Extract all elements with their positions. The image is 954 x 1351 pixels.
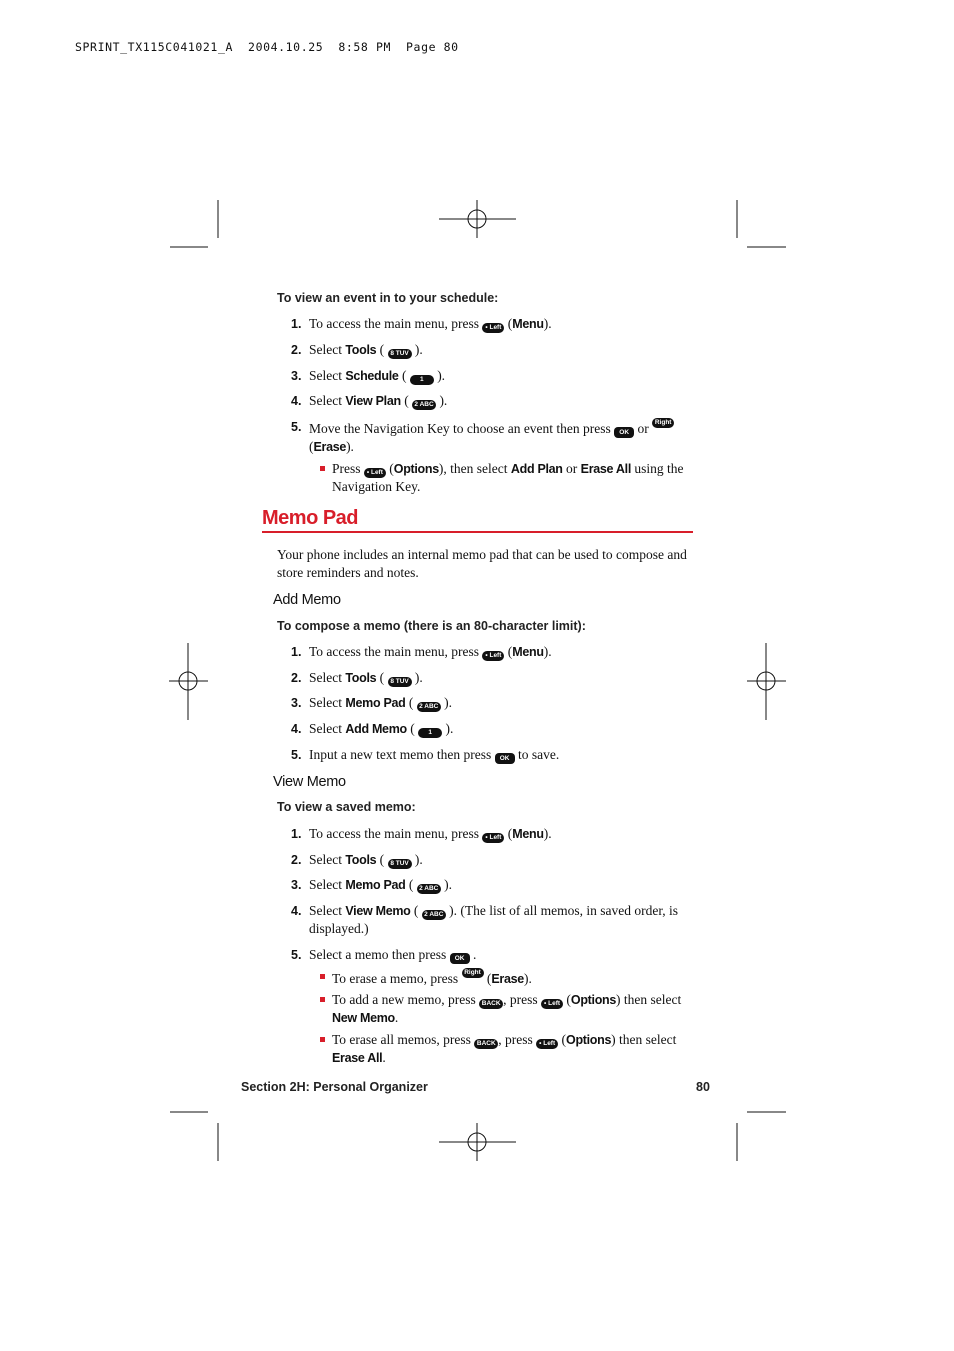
- step-number: 4.: [291, 904, 302, 918]
- key-8-icon: 8 TUV: [388, 677, 412, 687]
- step-end: ).: [414, 342, 423, 357]
- step-number: 1.: [291, 645, 302, 659]
- menu-key-icon: • Left: [364, 468, 386, 478]
- step-text: Select: [309, 903, 342, 918]
- step-end: ).: [414, 852, 423, 867]
- erase-label: Erase: [313, 440, 347, 454]
- add-memo-procedure-heading: To compose a memo (there is an 80-character limit):: [277, 619, 586, 633]
- print-slug: SPRINT_TX115C041021_A 2004.10.25 8:58 PM Page 80: [75, 40, 459, 54]
- step-end: ).: [444, 695, 452, 710]
- key-2-icon: 2 ABC: [417, 884, 441, 894]
- new-memo-label: New Memo: [332, 1011, 395, 1025]
- view-plan-label: View Plan: [345, 394, 401, 408]
- step-text: Select: [309, 852, 342, 867]
- paren: (: [389, 461, 394, 476]
- right-soft-key-icon: Right •: [652, 418, 674, 428]
- options-label: Options: [393, 462, 439, 476]
- step-text: To access the main menu, press: [309, 826, 480, 841]
- step-end: ).: [543, 644, 552, 659]
- ok-key-icon: OK: [614, 427, 634, 438]
- step-number: 2.: [291, 343, 302, 357]
- memo-pad-label: Memo Pad: [345, 696, 406, 710]
- bullet-text: To add a new memo, press: [332, 992, 476, 1007]
- paren: (: [413, 903, 419, 918]
- key-2-icon: 2 ABC: [422, 910, 446, 920]
- step-number: 5.: [291, 748, 302, 762]
- view-memo-label: View Memo: [345, 904, 411, 918]
- step-end: ). (The list of all memos, in saved order, is displayed.): [309, 903, 679, 936]
- bullet-square-icon: [320, 466, 325, 471]
- menu-label: Menu: [512, 317, 544, 331]
- bullet-text: .: [382, 1050, 386, 1065]
- menu-key-icon: • Left: [541, 999, 563, 1009]
- add-plan-label: Add Plan: [510, 462, 563, 476]
- add-memo-label: Add Memo: [345, 722, 407, 736]
- bullet-text: ), then select: [438, 461, 508, 476]
- paren: (: [401, 368, 407, 383]
- paren: (: [486, 971, 492, 986]
- step-text: Input a new text memo then press: [309, 747, 492, 762]
- paren: (: [507, 644, 513, 659]
- schedule-label: Schedule: [345, 369, 399, 383]
- memo-pad-title: Memo Pad: [262, 507, 693, 533]
- paren: (: [379, 670, 385, 685]
- options-label: Options: [570, 993, 617, 1007]
- step-number: 3.: [291, 878, 302, 892]
- step-number: 4.: [291, 722, 302, 736]
- tools-label: Tools: [345, 343, 377, 357]
- step-text: To access the main menu, press: [309, 644, 480, 659]
- bullet-text: ) then select: [616, 992, 682, 1007]
- erase-all-label: Erase All: [580, 462, 631, 476]
- bullet-square-icon: [320, 974, 325, 979]
- menu-label: Menu: [512, 645, 544, 659]
- view-memo-heading: View Memo: [273, 774, 346, 790]
- paren: (: [410, 721, 415, 736]
- bullet-text: To erase a memo, press: [332, 971, 459, 986]
- bullet-text: ).: [523, 971, 532, 986]
- step-number: 5.: [291, 948, 302, 962]
- step-number: 1.: [291, 317, 302, 331]
- menu-key-icon: • Left: [536, 1039, 558, 1049]
- memo-pad-label: Memo Pad: [345, 878, 406, 892]
- bullet-text: , press: [503, 992, 538, 1007]
- step-text: Select: [309, 670, 342, 685]
- step-end: .: [472, 947, 477, 962]
- back-key-icon: BACK: [474, 1039, 498, 1049]
- menu-key-icon: • Left: [482, 651, 504, 661]
- step-text: Select: [309, 721, 342, 736]
- bullet-text: , press: [498, 1032, 533, 1047]
- paren: (: [566, 992, 571, 1007]
- paren: (: [309, 439, 314, 454]
- bullet-text: using the Navigation Key.: [332, 461, 684, 494]
- tools-label: Tools: [345, 853, 377, 867]
- paren: (: [379, 342, 385, 357]
- step-text: Select: [309, 695, 342, 710]
- ok-key-icon: OK: [495, 753, 515, 764]
- paren: (: [408, 695, 414, 710]
- step-number: 3.: [291, 696, 302, 710]
- erase-label: Erase: [491, 972, 524, 986]
- memo-pad-intro: Your phone includes an internal memo pad that can be used to compose and store reminders and notes.: [277, 547, 687, 580]
- bullet-text: Press: [332, 461, 361, 476]
- bullet-square-icon: [320, 1037, 325, 1042]
- menu-key-icon: • Left: [482, 833, 504, 843]
- step-text: Select: [309, 342, 342, 357]
- step-end: ).: [543, 316, 552, 331]
- step-text: Select: [309, 877, 342, 892]
- step-text: Move the Navigation Key to choose an event then press: [309, 421, 611, 436]
- or-text: or: [637, 421, 649, 436]
- step-end: to save.: [517, 747, 560, 762]
- step-end: ).: [444, 877, 452, 892]
- key-8-icon: 8 TUV: [388, 349, 412, 359]
- step-text: Select a memo then press: [309, 947, 447, 962]
- key-2-icon: 2 ABC: [417, 702, 441, 712]
- step-number: 2.: [291, 853, 302, 867]
- view-memo-procedure-heading: To view a saved memo:: [277, 800, 416, 814]
- key-8-icon: 8 TUV: [388, 859, 412, 869]
- step-end: ).: [346, 439, 354, 454]
- menu-label: Menu: [512, 827, 544, 841]
- right-soft-key-icon: Right •: [462, 968, 484, 978]
- step-end: ).: [543, 826, 552, 841]
- or-text: or: [566, 461, 578, 476]
- options-label: Options: [566, 1033, 612, 1047]
- step-number: 4.: [291, 394, 302, 408]
- step-end: ).: [439, 393, 448, 408]
- tools-label: Tools: [345, 671, 377, 685]
- paren: (: [404, 393, 409, 408]
- key-2-icon: 2 ABC: [412, 400, 436, 410]
- footer-section-title: Section 2H: Personal Organizer: [241, 1080, 428, 1094]
- step-number: 5.: [291, 420, 302, 434]
- step-text: To access the main menu, press: [309, 316, 480, 331]
- ok-key-icon: OK: [450, 953, 470, 964]
- bullet-text: ) then select: [611, 1032, 677, 1047]
- paren: (: [408, 877, 414, 892]
- schedule-procedure-heading: To view an event in to your schedule:: [277, 291, 499, 305]
- bullet-text: To erase all memos, press: [332, 1032, 471, 1047]
- step-text: Select: [309, 393, 342, 408]
- key-1-icon: 1: [410, 375, 434, 385]
- menu-key-icon: • Left: [482, 323, 504, 333]
- paren: (: [507, 316, 513, 331]
- paren: (: [507, 826, 513, 841]
- step-text: Select: [309, 368, 342, 383]
- step-number: 3.: [291, 369, 302, 383]
- bullet-text: .: [394, 1010, 399, 1025]
- erase-all-label: Erase All: [332, 1051, 383, 1065]
- footer-page-number: 80: [696, 1080, 710, 1094]
- step-end: ).: [445, 721, 454, 736]
- bullet-square-icon: [320, 997, 325, 1002]
- paren: (: [379, 852, 385, 867]
- step-end: ).: [437, 368, 446, 383]
- step-end: ).: [414, 670, 423, 685]
- back-key-icon: BACK: [479, 999, 503, 1009]
- step-number: 2.: [291, 671, 302, 685]
- step-number: 1.: [291, 827, 302, 841]
- paren: (: [561, 1032, 567, 1047]
- add-memo-heading: Add Memo: [273, 592, 341, 608]
- key-1-icon: 1: [418, 728, 442, 738]
